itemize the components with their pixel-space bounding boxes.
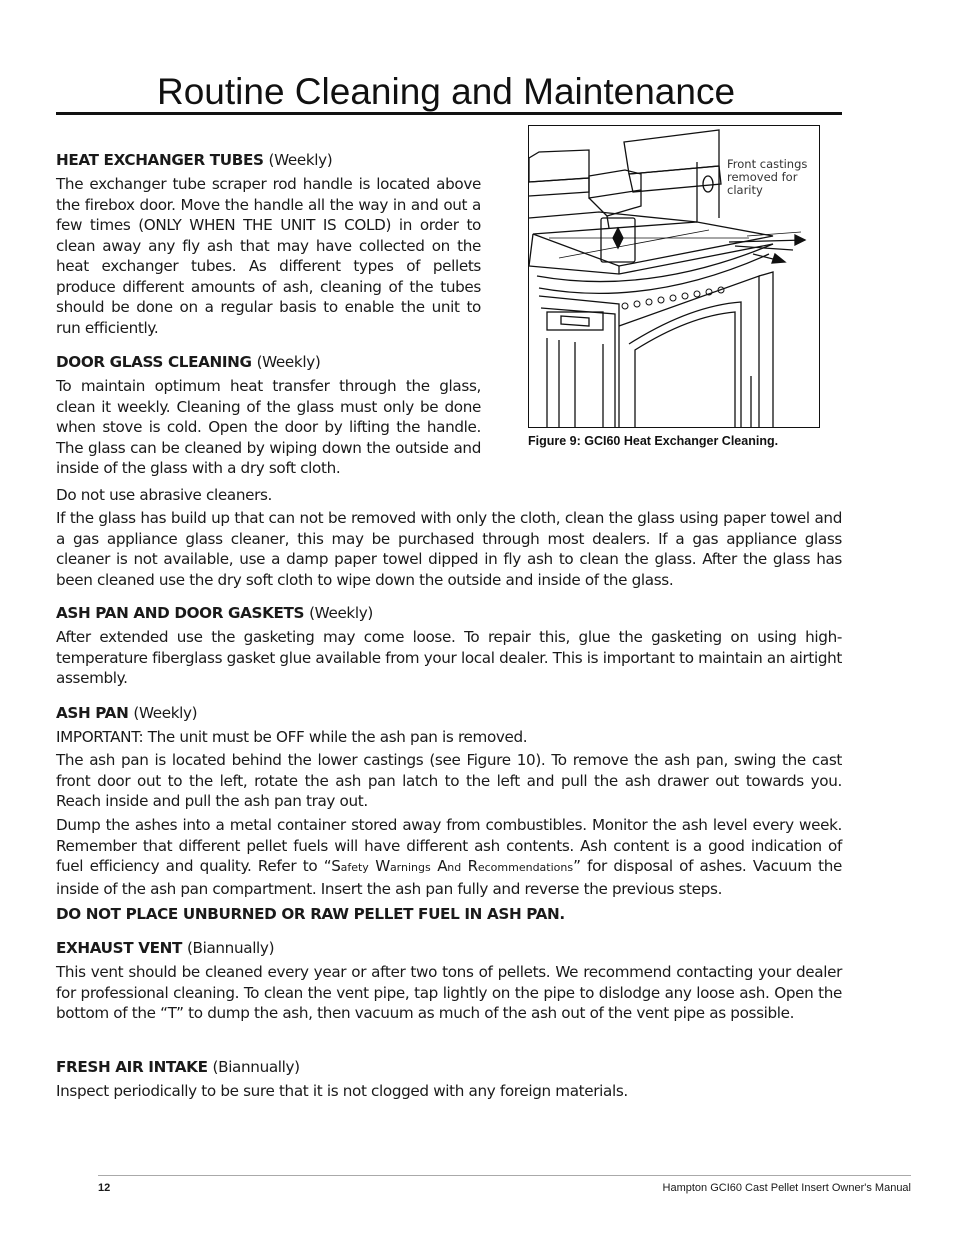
ref-rest: arnings	[389, 861, 431, 874]
ash-pan-disposal-paragraph	[56, 815, 842, 899]
ash-pan-heading-text: ASH PAN	[56, 704, 129, 722]
ref-rest: nd	[447, 861, 462, 874]
ash-pan-heading	[56, 703, 197, 724]
ash-pan-disposal-text-a: Dump the ashes into a metal container stored away from combustibles. Monitor the ash level every week. Remember that different pellet fuels will have different ash contents. Ash content is a good indication of fuel efficiency and quality. Refer to “	[56, 816, 842, 875]
door-glass-heading	[56, 352, 320, 373]
page-number: 12	[98, 1182, 111, 1194]
fresh-air-heading-text: FRESH AIR INTAKE	[56, 1058, 208, 1076]
heat-exchanger-body: The exchanger tube scraper rod handle is located above the firebox door. Move the handle all the way in and out a few times (ONLY WHEN THE UNIT IS COLD) in order to clean away any fly ash that may have collected on the heat exchanger tubes. As different types of pellets produce different amounts of ash, cleaning of the tubes should be done on a regular basis to enable the unit to run efficiently.	[56, 175, 481, 337]
door-glass-frequency: (Weekly)	[256, 353, 321, 371]
heat-exchanger-frequency: (Weekly)	[268, 151, 333, 169]
door-glass-abrasive-note: Do not use abrasive cleaners.	[56, 486, 273, 504]
ref-rest: afety	[340, 861, 369, 874]
footer-rule	[98, 1175, 911, 1176]
ref-cap: W	[375, 857, 390, 875]
exhaust-vent-frequency: (Biannually)	[186, 939, 275, 957]
gaskets-frequency: (Weekly)	[309, 604, 373, 622]
ash-pan-removal-paragraph: The ash pan is located behind the lower castings (see Figure 10). To remove the ash pan, swing the cast front door out to the left, rotate the ash pan latch to the left and pull the ash drawer out towards you. Reach inside and pull the ash pan tray out.	[56, 751, 842, 810]
door-glass-body: To maintain optimum heat transfer through the glass, clean it weekly. Cleaning of the glass must only be done when stove is cold. Open the door by lifting the handle. The glass can be cleaned by wiping down the outside and inside of the glass with a dry soft cloth.	[56, 377, 481, 477]
door-glass-buildup-paragraph: If the glass has build up that can not be removed with only the cloth, clean the glass using paper towel and a gas appliance glass cleaner, this may be purchased through most dealers. If a gas appliance glass cleaner is not available, use a damp paper towel dipped in fly ash to clean the glass. After the glass has been cleaned use the dry soft cloth to wipe down the outside and inside of the glass.	[56, 509, 842, 589]
ref-rest: ecommendations	[477, 861, 574, 874]
ref-cap: R	[467, 857, 478, 875]
ash-pan-important: IMPORTANT: The unit must be OFF while the ash pan is removed.	[56, 728, 528, 746]
heat-exchanger-heading	[56, 150, 332, 171]
manual-name: Hampton GCI60 Cast Pellet Insert Owner's Manual	[662, 1182, 911, 1194]
fresh-air-heading	[56, 1057, 300, 1078]
title-rule	[56, 112, 842, 115]
exhaust-vent-heading	[56, 938, 274, 959]
page-title: Routine Cleaning and Maintenance	[157, 71, 736, 112]
fresh-air-body: Inspect periodically to be sure that it is not clogged with any foreign materials.	[56, 1082, 628, 1100]
ref-cap: S	[331, 857, 341, 875]
exhaust-vent-heading-text: EXHAUST VENT	[56, 939, 182, 957]
gaskets-body: After extended use the gasketing may come loose. To repair this, glue the gasketing on using high-temperature fiberglass gasket glue available from your local dealer. This is important to maintain an airtight assembly.	[56, 628, 842, 687]
figure-note: Front castings removed for clarity	[727, 157, 808, 197]
ash-pan-frequency: (Weekly)	[133, 704, 198, 722]
gaskets-heading	[56, 603, 373, 624]
ash-pan-warning: DO NOT PLACE UNBURNED OR RAW PELLET FUEL IN ASH PAN.	[56, 905, 565, 923]
gaskets-heading-text: ASH PAN AND DOOR GASKETS	[56, 604, 305, 622]
ash-pan-disposal-text-b: ” for disposal of ashes. Vacuum the inside of the ash pan compartment. Insert the ash pan fully and reverse the previous steps.	[56, 857, 842, 898]
fresh-air-frequency: (Biannually)	[212, 1058, 300, 1076]
door-glass-heading-text: DOOR GLASS CLEANING	[56, 353, 252, 371]
safety-warnings-reference	[331, 857, 573, 875]
figure-heat-exchanger	[528, 125, 820, 428]
figure-caption: Figure 9: GCI60 Heat Exchanger Cleaning.	[528, 434, 779, 448]
exhaust-vent-body: This vent should be cleaned every year or after two tons of pellets. We recommend contacting your dealer for professional cleaning. To clean the vent pipe, tap lightly on the pipe to dislodge any loose ash. Open the bottom of the “T” to dump the ash, then vacuum as much of the ash out of the vent pipe as possible.	[56, 963, 842, 1022]
heat-exchanger-heading-text: HEAT EXCHANGER TUBES	[56, 151, 264, 169]
ref-cap: A	[437, 857, 448, 875]
